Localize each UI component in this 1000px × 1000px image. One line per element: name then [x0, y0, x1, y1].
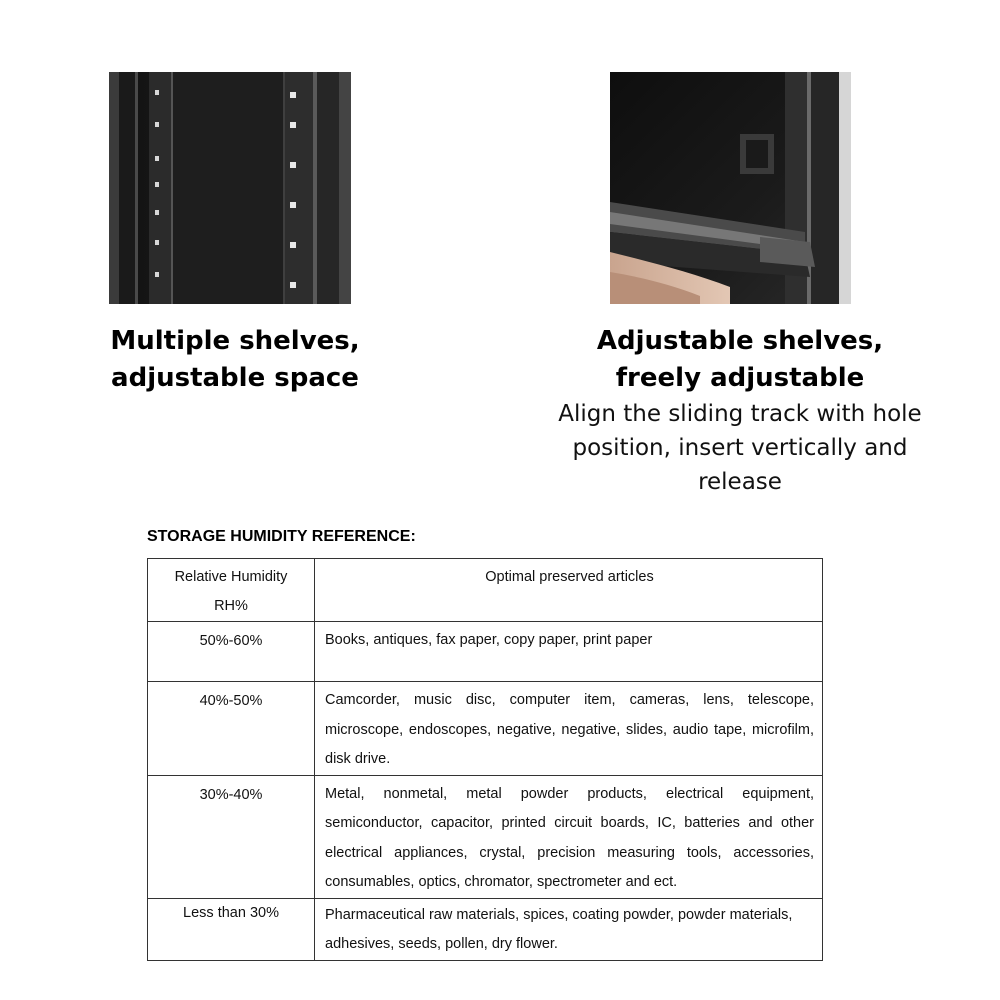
feature-subtitle-line: position, insert vertically and [572, 435, 908, 461]
feature-subtitle-line: release [698, 469, 782, 495]
table-row [148, 898, 823, 960]
table-heading: STORAGE HUMIDITY REFERENCE: [147, 528, 416, 545]
shelf-insertion-photo [610, 72, 851, 304]
rh-cell: Less than 30% [148, 898, 315, 960]
header-rh-line: RH% [214, 598, 248, 614]
feature-title-line: Multiple shelves, [110, 326, 360, 356]
articles-cell: Pharmaceutical raw materials, spices, coating powder, powder materials, adhesives, seeds, pollen, dry flower. [315, 898, 823, 960]
feature-caption-left [70, 323, 400, 397]
cabinet-interior-rail-photo [109, 72, 351, 304]
feature-title-line: adjustable space [111, 363, 359, 393]
header-cell-rh [148, 559, 315, 622]
table-header-row [148, 559, 823, 622]
humidity-reference-table [147, 558, 823, 961]
articles-cell: Camcorder, music disc, computer item, cameras, lens, telescope, microscope, endoscopes, negative, negative, slides, audio tape, microfilm, disk drive. [315, 682, 823, 776]
feature-subtitle-line: Align the sliding track with hole [558, 401, 922, 427]
table-row [148, 682, 823, 776]
header-cell-articles: Optimal preserved articles [315, 559, 823, 622]
feature-caption-right [550, 323, 930, 499]
rh-cell: 30%-40% [148, 775, 315, 898]
rh-cell: 50%-60% [148, 622, 315, 682]
articles-cell: Metal, nonmetal, metal powder products, electrical equipment, semiconductor, capacitor, printed circuit boards, IC, batteries and other electrical appliances, crystal, precision measuring tools, accessories, consumables, optics, chromator, spectrometer and ect. [315, 775, 823, 898]
feature-title-line: freely adjustable [615, 363, 865, 393]
table-row [148, 775, 823, 898]
feature-title-line: Adjustable shelves, [596, 326, 884, 356]
header-rh-line: Relative Humidity [174, 569, 288, 585]
articles-cell: Books, antiques, fax paper, copy paper, print paper [315, 622, 823, 682]
table-row [148, 622, 823, 682]
rh-cell: 40%-50% [148, 682, 315, 776]
